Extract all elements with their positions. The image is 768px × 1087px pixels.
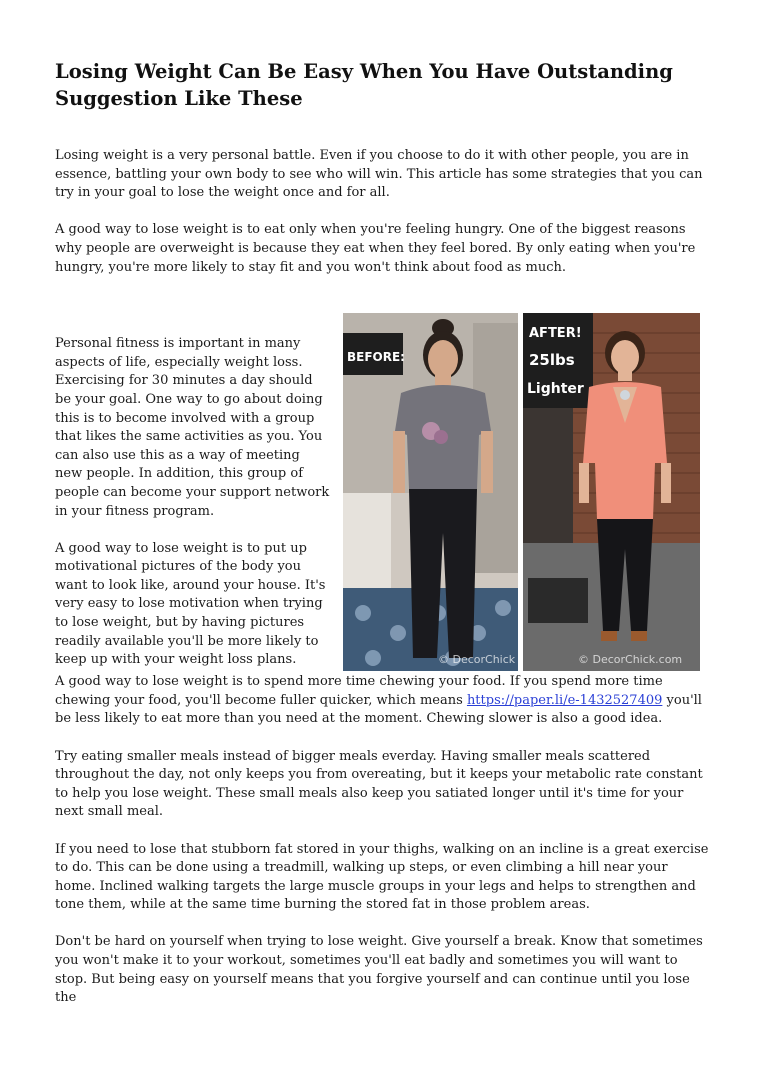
paragraph-motivational-pictures: A good way to lose weight is to put up motivational pictures of the body you want to look like, around your house. It's very easy to lose motivation when trying to lose weight, but by having pictures readily available you'll be more likely to keep up with your weight loss plans. (55, 540, 326, 668)
after-label-line2: 25lbs (529, 351, 575, 370)
paragraph-personal-fitness: Personal fitness is important in many aspects of life, especially weight loss. Exercising for 30 minutes a day should be your goal. One way to go about doing this is to become involved with a group that likes the same activities as you. You can also use this as a way of meeting new people. In addition, this group of people can become your support network in your fitness program. (55, 336, 330, 519)
text-with-photo (55, 313, 711, 673)
doormat (528, 578, 588, 623)
document-page (55, 58, 711, 1008)
paragraph-chewing (55, 673, 711, 729)
before-label: BEFORE: (347, 350, 405, 365)
before-after-photo (343, 313, 700, 671)
chewing-text-end: you'll be less likely to eat more than you need at the moment. Chewing slower is also a good idea. (55, 692, 702, 727)
watermark-right: © DecorChick.com (578, 653, 683, 667)
chewing-text-start: A good way to lose weight is to spend more time chewing your food. If you spend more time chewing your food, you'll become fuller quicker, which means (55, 674, 663, 708)
after-label-line1: AFTER! (529, 326, 582, 342)
before-after-illustration (343, 313, 700, 671)
article-title: Losing Weight Can Be Easy When You Have Outstanding Suggestion Like These (55, 60, 673, 110)
paragraph-incline-walking: If you need to lose that stubborn fat stored in your thighs, walking on an incline is a great exercise to do. This can be done using a treadmill, walking up steps, or even climbing a hill near your home. Inclined walking targets the large muscle groups in your legs and helps to strengthen and tone them, while at the same time burning the stored fat in those problem areas. (55, 841, 709, 913)
paragraph-easy-on-yourself: Don't be hard on yourself when trying to lose weight. Give yourself a break. Know that sometimes you won't make it to your workout, sometimes you'll eat badly and sometimes you will want to stop. But being easy on yourself means that you forgive yourself and can continue until you lose the (55, 934, 703, 1006)
paragraph-eat-when-hungry: A good way to lose weight is to eat only when you're feeling hungry. One of the biggest reasons why people are overweight is because they eat when they feel bored. By only eating when you're hungry, you're more likely to stay fit and you won't think about food as much. (55, 222, 696, 275)
paper-li-link[interactable]: https://paper.li/e-1432527409 (466, 692, 663, 708)
left-column (55, 335, 331, 670)
watermark-left: © DecorChick (438, 653, 516, 667)
after-label-line3: Lighter (527, 381, 584, 398)
paragraph-intro: Losing weight is a very personal battle. Even if you choose to do it with other people, you are in essence, battling your own body to see who will win. This article has some strategies that you can try in your goal to lose the weight once and for all. (55, 148, 703, 201)
paragraph-smaller-meals: Try eating smaller meals instead of bigger meals everday. Having smaller meals scattered throughout the day, not only keeps you from overeating, but it keeps your metabolic rate constant to help you lose weight. These small meals also keep you satiated longer until it's time for your next small meal. (55, 748, 703, 820)
panel-divider (518, 313, 523, 671)
